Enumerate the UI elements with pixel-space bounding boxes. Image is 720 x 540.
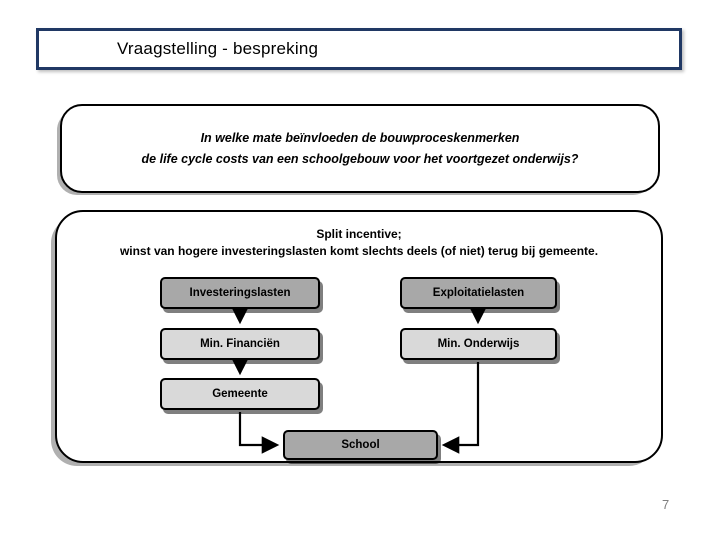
- diagram-heading-line-2: winst van hogere investeringslasten komt slechts deels (of niet) terug bij gemeente.: [119, 244, 599, 259]
- node-gemeente-label: Gemeente: [212, 388, 268, 400]
- node-min-financien: [160, 328, 320, 360]
- question-line-2: de life cycle costs van een schoolgebouw voor het voortgezet onderwijs?: [141, 151, 579, 166]
- slide-title-bar: [36, 28, 682, 70]
- diagram-heading-line-1: Split incentive;: [316, 227, 402, 241]
- node-school-label: School: [341, 439, 380, 451]
- diagram-heading: [55, 226, 663, 261]
- node-min-onderwijs-label: Min. Onderwijs: [437, 338, 520, 350]
- question-line-1: In welke mate beïnvloeden de bouwproceskenmerken: [200, 130, 520, 145]
- node-gemeente: [160, 378, 320, 410]
- node-exploitatielasten-label: Exploitatielasten: [432, 287, 525, 299]
- page-number: 7: [662, 497, 670, 512]
- node-investeringslasten: [160, 277, 320, 309]
- slide-title: Vraagstelling - bespreking: [117, 39, 319, 58]
- node-exploitatielasten: [400, 277, 557, 309]
- node-school: [283, 430, 438, 460]
- question-box: [60, 104, 660, 193]
- node-min-financien-label: Min. Financiën: [200, 338, 280, 350]
- node-min-onderwijs: [400, 328, 557, 360]
- node-investeringslasten-label: Investeringslasten: [189, 287, 291, 299]
